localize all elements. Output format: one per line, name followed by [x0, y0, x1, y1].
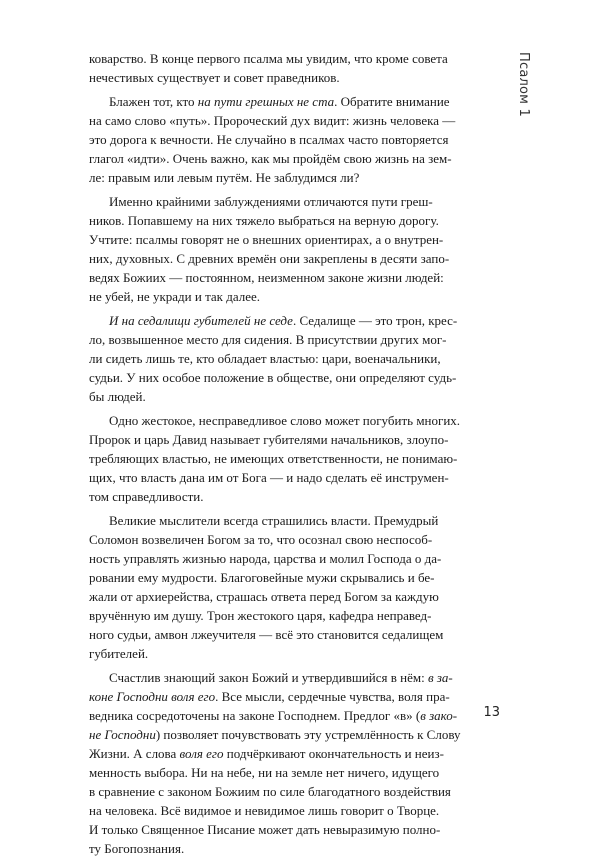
text-run: них, духовных. С древних времён они закреплены в десяти запо- — [89, 251, 450, 266]
text-run: судьи. У них особое положение в обществе, они определяют судь- — [89, 370, 457, 385]
text-line — [89, 249, 497, 268]
text-line — [89, 568, 497, 587]
text-run: в сравнение с законом Божиим по силе благодатного воздействия — [89, 784, 451, 799]
text-line — [89, 839, 497, 858]
body-text — [89, 49, 497, 858]
text-run: Счастлив знающий закон Божий и утвердившийся в нём: — [109, 670, 428, 685]
text-line — [89, 530, 497, 549]
text-run: ту Богопознания. — [89, 841, 185, 856]
text-run: ло, возвышенное место для сидения. В присутствии других мог- — [89, 332, 447, 347]
italic-quote: коне Господни воля его — [89, 689, 216, 704]
italic-quote: И на седалищи губителей не седе — [109, 313, 293, 328]
text-run: Пророк и царь Давид называет губителями начальников, злоупо- — [89, 432, 449, 447]
text-run: требляющих властью, не имеющих ответственности, не понимаю- — [89, 451, 458, 466]
text-run: Соломон возвеличен Богом за то, что осознал свою неспособ- — [89, 532, 433, 547]
text-line — [89, 606, 497, 625]
text-run: щих, что власть дана им от Бога — и надо сделать её инструмен- — [89, 470, 449, 485]
text-run: Великие мыслители всегда страшились власти. Премудрый — [109, 513, 439, 528]
paragraph — [89, 311, 497, 406]
text-run: ли сидеть лишь те, кто обладает властью: цари, военачальники, — [89, 351, 441, 366]
page-number: 13 — [483, 705, 500, 720]
text-line — [89, 349, 497, 368]
text-run: ведника сосредоточены на законе Господнем. Предлог «в» ( — [89, 708, 421, 723]
paragraph — [89, 668, 497, 858]
text-run: ность управлять жизнью народа, царства и молил Господа о да- — [89, 551, 442, 566]
text-run: не убей, не укради и так далее. — [89, 289, 261, 304]
text-line — [89, 92, 497, 111]
paragraph — [89, 92, 497, 187]
text-line — [89, 487, 497, 506]
paragraph — [89, 49, 497, 87]
text-run: губителей. — [89, 646, 149, 661]
italic-quote: в за- — [427, 670, 453, 685]
text-run: коварство. В конце первого псалма мы увидим, что кроме совета — [89, 51, 448, 66]
italic-quote: воля его — [179, 746, 224, 761]
text-run: ного судьи, амвон лжеучителя — всё это становится седалищем — [89, 627, 444, 642]
text-line — [89, 149, 497, 168]
running-head — [502, 52, 550, 132]
text-line — [89, 668, 497, 687]
text-line — [89, 687, 497, 706]
italic-quote: в зако- — [420, 708, 458, 723]
text-run: Именно крайними заблуждениями отличаются пути греш- — [109, 194, 433, 209]
text-run: вручённую им душу. Трон жестокого царя, кафедра неправед- — [89, 608, 432, 623]
text-run: на само слово «путь». Пророческий дух видит: жизнь человека — — [89, 113, 456, 128]
text-line — [89, 549, 497, 568]
paragraph — [89, 411, 497, 506]
text-run: подчёркивают окончательность и неиз- — [223, 746, 444, 761]
text-run: жали от архиерейства, страшась ответа перед Богом за каждую — [89, 589, 439, 604]
paragraph — [89, 511, 497, 663]
text-run: том справедливости. — [89, 489, 204, 504]
text-line — [89, 706, 497, 725]
text-run: глагол «идти». Очень важно, как мы пройдём свою жизнь на зем- — [89, 151, 452, 166]
text-line — [89, 468, 497, 487]
italic-quote: не Господни — [89, 727, 156, 742]
text-line — [89, 230, 497, 249]
text-run: ровании ему мудрости. Благоговейные мужи скрывались и бе- — [89, 570, 435, 585]
text-line — [89, 111, 497, 130]
text-run: Одно жестокое, несправедливое слово может погубить многих. — [109, 413, 461, 428]
text-line — [89, 763, 497, 782]
text-line — [89, 311, 497, 330]
text-run: нечестивых существует и совет праведников. — [89, 70, 340, 85]
text-line — [89, 49, 497, 68]
text-line — [89, 430, 497, 449]
text-run: . Все мысли, сердечные чувства, воля пра- — [215, 689, 450, 704]
text-line — [89, 644, 497, 663]
text-line — [89, 744, 497, 763]
text-run: . Седалище — это трон, крес- — [292, 313, 458, 328]
text-line — [89, 820, 497, 839]
text-run: Учтите: псалмы говорят не о внешних ориентирах, а о внутрен- — [89, 232, 444, 247]
text-line — [89, 130, 497, 149]
text-run: . Обратите внимание — [334, 94, 450, 109]
text-line — [89, 368, 497, 387]
text-line — [89, 801, 497, 820]
text-run: на человека. Всё видимое и невидимое лишь говорит о Творце. — [89, 803, 440, 818]
running-head-text: Псалом 1 — [516, 52, 531, 117]
text-line — [89, 782, 497, 801]
text-run: ников. Попавшему на них тяжело выбраться на верную дорогу. — [89, 213, 439, 228]
text-run: И только Священное Писание может дать невыразимую полно- — [89, 822, 441, 837]
text-line — [89, 330, 497, 349]
text-line — [89, 449, 497, 468]
text-line — [89, 725, 497, 744]
text-line — [89, 587, 497, 606]
text-line — [89, 268, 497, 287]
text-run: ) позволяет почувствовать эту устремлённость к Слову — [155, 727, 461, 742]
text-line — [89, 211, 497, 230]
text-line — [89, 625, 497, 644]
text-line — [89, 68, 497, 87]
paragraph — [89, 192, 497, 306]
text-run: Блажен тот, кто — [109, 94, 198, 109]
italic-quote: на пути грешных не ста — [197, 94, 335, 109]
text-line — [89, 287, 497, 306]
text-run: ведях Божиих — постоянном, неизменном законе жизни людей: — [89, 270, 444, 285]
text-line — [89, 168, 497, 187]
text-line — [89, 411, 497, 430]
text-run: ле: правым или левым путём. Не заблудимся ли? — [89, 170, 360, 185]
text-line — [89, 511, 497, 530]
text-run: это дорога к вечности. Не случайно в псалмах часто повторяется — [89, 132, 449, 147]
text-line — [89, 387, 497, 406]
text-line — [89, 192, 497, 211]
text-run: бы людей. — [89, 389, 146, 404]
text-run: Жизни. А слова — [89, 746, 180, 761]
text-run: менность выбора. Ни на небе, ни на земле нет ничего, идущего — [89, 765, 440, 780]
